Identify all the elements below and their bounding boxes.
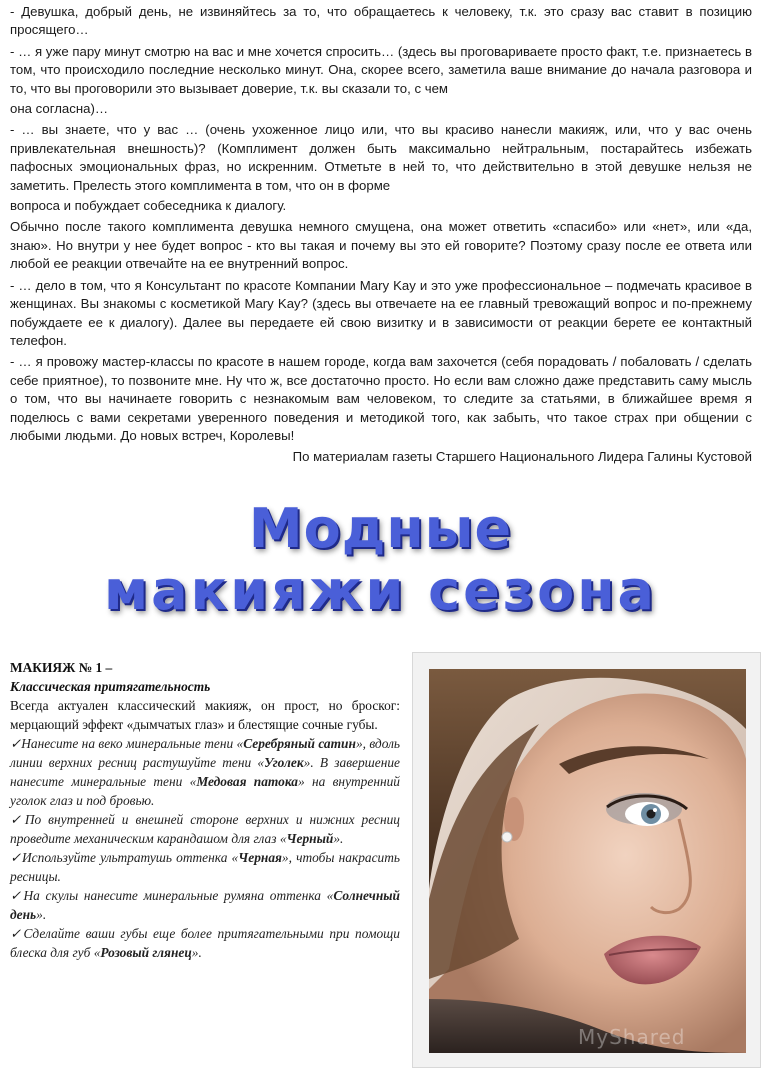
makeup-step-3: ✓Используйте ультратушь оттенка «Черная», чтобы накрасить ресницы. (10, 850, 401, 884)
headline-line-2: макияжи сезона (104, 559, 657, 622)
makeup-subtitle: Классическая притягательность (10, 679, 211, 694)
portrait-illustration (429, 669, 746, 1053)
paragraph: она согласна)… (10, 101, 109, 117)
paragraph: - … дело в том, что я Консультант по красоте Компании Mary Kay и это уже профессиональное – подмечать красивое в женщинах. Вы знакомы с косметикой Mary Kay? (здесь вы отвечаете на ее главный тревожащий вопрос и по-прежнему побуждаете ее к диалогу). Далее вы передаете ей свою визитку и в зависимости от реакции берете ее контактный телефон. (10, 277, 752, 348)
watermark-text: MyShared (578, 1025, 686, 1049)
makeup-step-1: ✓Нанесите на веко минеральные тени «Серебряный сатин», вдоль линии верхних ресниц растушуйте тени «Уголек». В завершение нанесите минеральные тени «Медовая патока» на внутренний уголок глаз и под бровью. (10, 736, 401, 808)
makeup-step-5: ✓Сделайте ваши губы еще более притягательными при помощи блеска для губ «Розовый глянец». (10, 926, 400, 960)
photo-frame (412, 652, 761, 1068)
makeup-column (10, 658, 400, 962)
section-headline (0, 498, 761, 622)
makeup-step-2: ✓По внутренней и внешней стороне верхних и нижних ресниц проведите механическим карандашом для глаз «Черный». (10, 812, 400, 846)
paragraph: - … я уже пару минут смотрю на вас и мне хочется спросить… (здесь вы проговариваете просто факт, т.е. признаетесь в том, что происходило последние несколько минут. Она, скорее всего, заметила ваше внимание до начала разговора и то, что вы проговорили это вызывает доверие, т.к. вы сказали то, с чем (10, 43, 752, 96)
paragraph: - … я провожу мастер-классы по красоте в нашем городе, когда вам захочется (себя порадовать / побаловать / сделать себе приятное), то позвоните мне. Ну что ж, все достаточно просто. Но если вам сложно даже представить саму мысль о том, что вы начинаете говорить с незнакомым вам человеком, то следите за статьями, в ближайшее время я поделюсь с вами секретами уверенного поведения и методикой того, как забыть, что такое страх при общении с любыми людьми. До новых встреч, Королевы! (10, 354, 752, 443)
paragraph: - Девушка, добрый день, не извиняйтесь за то, что обращаетесь к человеку, т.к. это сразу вас ставит в позицию просящего… (10, 4, 752, 38)
paragraph: вопроса и побуждает собеседника к диалогу. (10, 198, 287, 214)
makeup-step-4: ✓На скулы нанесите минеральные румяна оттенка «Солнечный день». (10, 888, 400, 922)
model-portrait-photo (429, 669, 746, 1053)
makeup-title: МАКИЯЖ № 1 – (10, 660, 113, 675)
paragraph: Обычно после такого комплимента девушка немного смущена, она может ответить «спасибо» или «нет», или «да, знаю». Но внутри у нее будет вопрос - кто вы такая и почему вы это ей говорите? Поэтому сразу после ее ответа или любой ее реакции отвечайте на ее внутренний вопрос. (10, 219, 752, 272)
source-credit: По материалам газеты Старшего Национального Лидера Галины Кустовой (292, 449, 752, 465)
makeup-intro: Всегда актуален классический макияж, он прост, но броског: мерцающий эффект «дымчатых глаз» и блестящие сочные губы. (10, 698, 400, 732)
paragraph: - … вы знаете, что у вас … (очень ухоженное лицо или, что вы красиво нанесли макияж, или, что у вас очень привлекательная внешность)? (Комплимент должен быть максимально нейтральным, постарайтесь избежать пафосных эмоциональных фраз, но искренним. Отметьте в ней то, что действительно в этой девушке нельзя не заметить. Прелесть этого комплимента в том, что он в форме (10, 122, 752, 193)
headline-line-1: Модные (248, 497, 513, 560)
article-text (10, 3, 752, 470)
